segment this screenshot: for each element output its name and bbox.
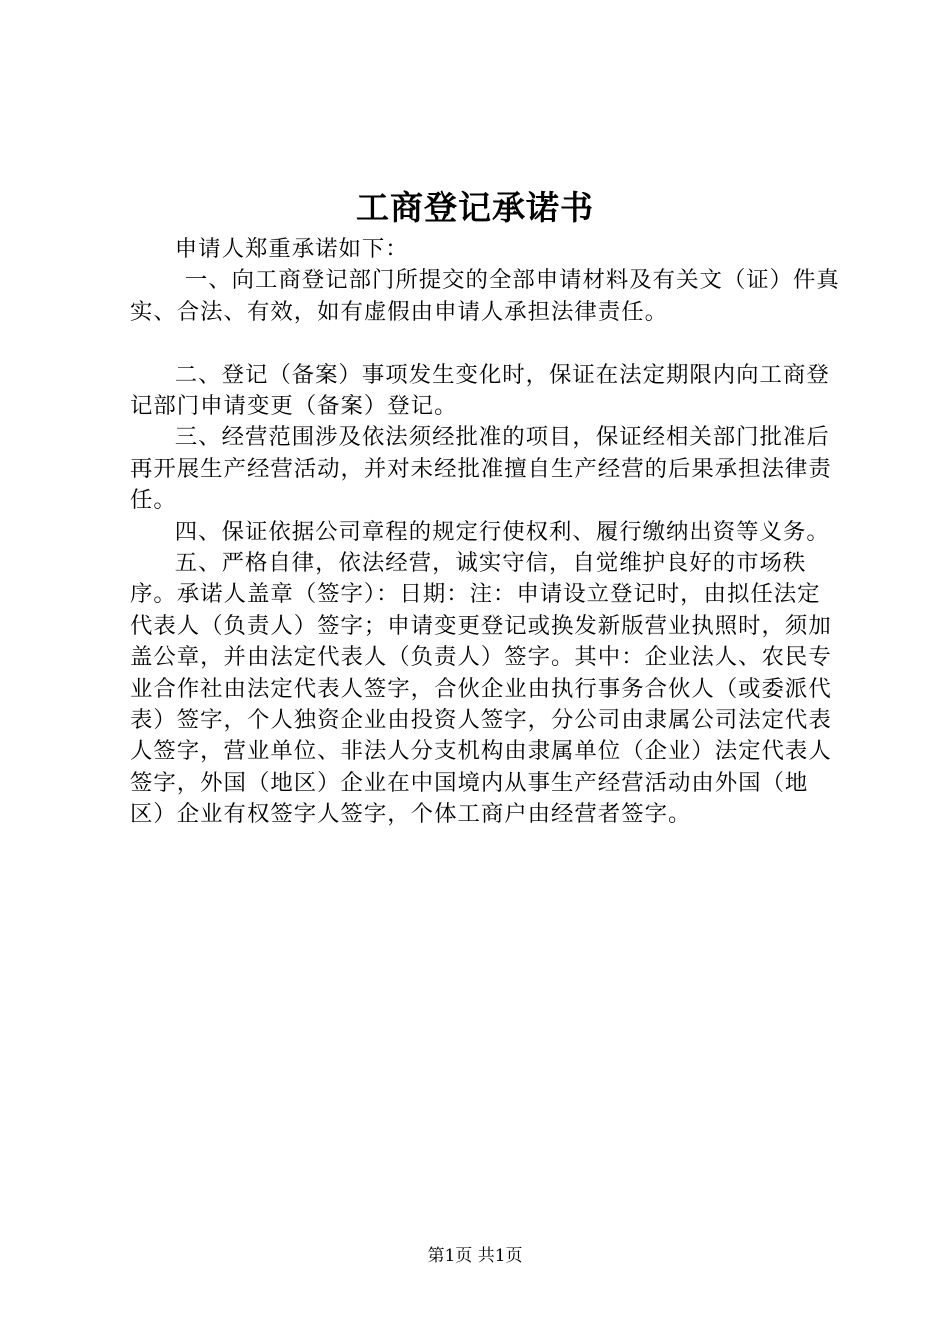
document-body <box>130 234 842 831</box>
paragraph-item-1: 一、向工商登记部门所提交的全部申请材料及有关文（证）件真实、合法、有效，如有虚假由申请人承担法律责任。 <box>130 267 840 325</box>
paragraph-item-2: 二、登记（备案）事项发生变化时，保证在法定期限内向工商登记部门申请变更（备案）登记。 <box>130 361 830 420</box>
document-title: 工商登记承诺书 <box>356 188 594 227</box>
page-number-footer: 第1页 共1页 <box>427 1246 523 1266</box>
paragraph-intro: 申请人郑重承诺如下： <box>174 236 409 262</box>
paragraph-item-5: 五、严格自律，依法经营，诚实守信，自觉维护良好的市场秩序。承诺人盖章（签字）：日期：注：申请设立登记时，由拟任法定代表人（负责人）签字；申请变更登记或换发新版营业执照时，须加盖公章，并由法定代表人（负责人）签字。其中：企业法人、农民专业合作社由法定代表人签字，合伙企业由执行事务合伙人（或委派代表）签字，个人独资企业由投资人签字，分公司由隶属公司法定代表人签字，营业单位、非法人分支机构由隶属单位（企业）法定代表人签字，外国（地区）企业在中国境内从事生产经营活动由外国（地区）企业有权签字人签字，个体工商户由经营者签字。 <box>130 550 832 828</box>
paragraph-item-3: 三、经营范围涉及依法须经批准的项目，保证经相关部门批准后再开展生产经营活动，并对未经批准擅自生产经营的后果承担法律责任。 <box>130 424 832 514</box>
paragraph-item-4: 四、保证依据公司章程的规定行使权利、履行缴纳出资等义务。 <box>174 518 830 545</box>
